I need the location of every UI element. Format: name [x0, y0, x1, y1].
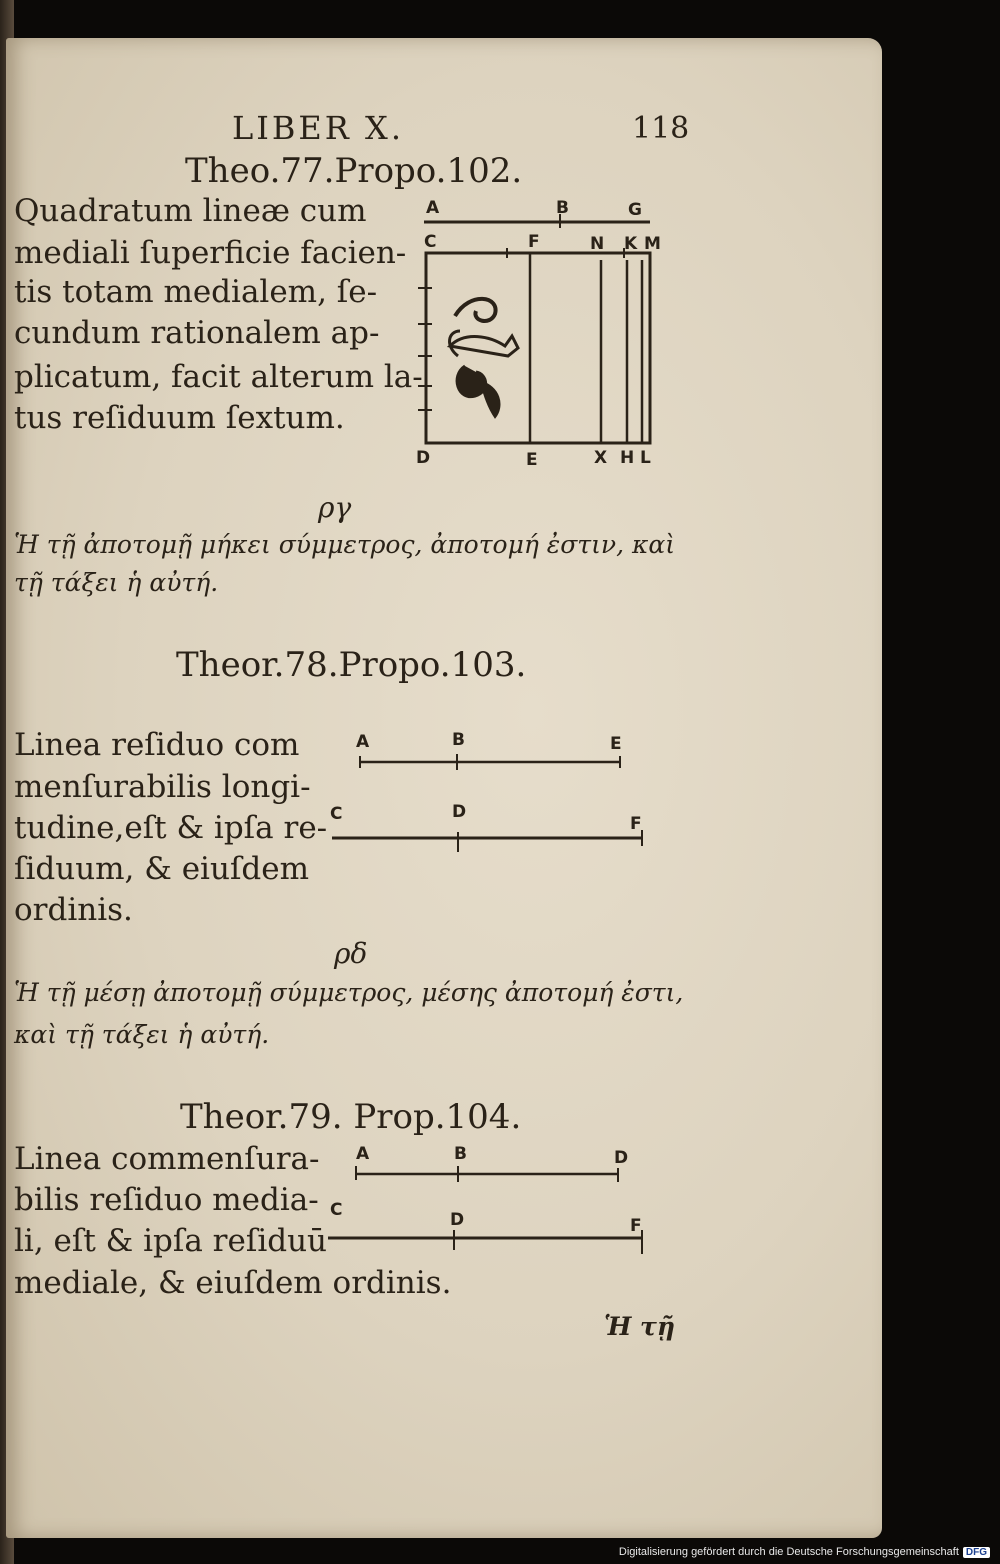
figure-label: E	[610, 734, 622, 754]
figure-label: F	[528, 232, 540, 252]
figure-label: A	[356, 732, 370, 752]
figure-label: E	[526, 450, 538, 470]
geometry-figure-segments	[330, 740, 660, 860]
text-line: Linea commenſura-	[14, 1141, 320, 1177]
text-line: tudine,eſt & ipſa re-	[14, 810, 328, 846]
figure-label: X	[594, 448, 608, 468]
figure-label: B	[452, 730, 465, 750]
greek-text-line: Ἡ τῇ μέσῃ ἀποτομῇ σύμμετρος, μέσης ἀποτομή ἐστι,	[14, 978, 684, 1007]
figure-label: B	[556, 198, 569, 218]
text-line: li, eſt & ipſa reſiduū	[14, 1223, 328, 1259]
figure-label: D	[416, 448, 431, 468]
text-line: bilis reſiduo media-	[14, 1182, 319, 1218]
text-line: ordinis.	[14, 892, 133, 928]
greek-proposition-number: ρδ	[334, 937, 368, 970]
figure-label: F	[630, 814, 642, 834]
text-line: menſurabilis longi-	[14, 769, 311, 805]
theorem-title: Theo.77.Propo.102.	[185, 151, 523, 191]
figure-label: A	[356, 1144, 370, 1164]
figure-label: G	[628, 200, 642, 220]
greek-proposition-number: ργ	[318, 491, 352, 524]
figure-label: M	[644, 234, 661, 254]
digitization-footer	[619, 1546, 990, 1558]
figure-label: C	[424, 232, 437, 252]
text-line: mediali ſuperficie facien-	[14, 235, 407, 271]
figure-label: F	[630, 1216, 642, 1236]
text-line: Linea reſiduo com	[14, 727, 300, 763]
greek-text-line: καὶ τῇ τάξει ἡ αὐτή.	[14, 1020, 270, 1049]
text-line: plicatum, facit alterum la-	[14, 359, 423, 395]
figure-label: L	[640, 448, 651, 468]
greek-text-line: Ἡ τῇ ἀποτομῇ μήκει σύμμετρος, ἀποτομή ἐστιν, καὶ	[14, 530, 676, 559]
dfg-logo: DFG	[963, 1547, 990, 1558]
figure-label: D	[452, 802, 467, 822]
page-number: 118	[632, 111, 690, 146]
text-line: tis totam medialem, ſe-	[14, 274, 378, 310]
figure-label: C	[330, 804, 343, 824]
footer-text: Digitalisierung gefördert durch die Deutsche Forschungsgemeinschaft	[618, 1546, 959, 1558]
fleuron-ornament-icon	[450, 299, 518, 418]
figure-label: B	[454, 1144, 467, 1164]
catchword: Ἡ τῇ	[604, 1312, 676, 1341]
figure-label: H	[620, 448, 635, 468]
figure-label: N	[590, 234, 605, 254]
figure-label: K	[624, 234, 638, 254]
theorem-title: Theor.79. Prop.104.	[180, 1097, 522, 1137]
theorem-title: Theor.78.Propo.103.	[176, 645, 527, 685]
figure-label: A	[426, 198, 440, 218]
text-line: ſiduum, & eiuſdem	[14, 851, 309, 887]
text-line: tus reſiduum ſextum.	[14, 400, 345, 436]
figure-label: C	[330, 1200, 343, 1220]
text-line: mediale, & eiuſdem ordinis.	[14, 1265, 452, 1301]
figure-label: D	[450, 1210, 465, 1230]
greek-text-line: τῇ τάξει ἡ αὐτή.	[14, 568, 219, 597]
text-line: Quadratum lineæ cum	[14, 193, 367, 229]
figure-label: D	[614, 1148, 629, 1168]
text-line: cundum rationalem ap-	[14, 315, 380, 351]
running-head: LIBER X.	[232, 109, 404, 147]
